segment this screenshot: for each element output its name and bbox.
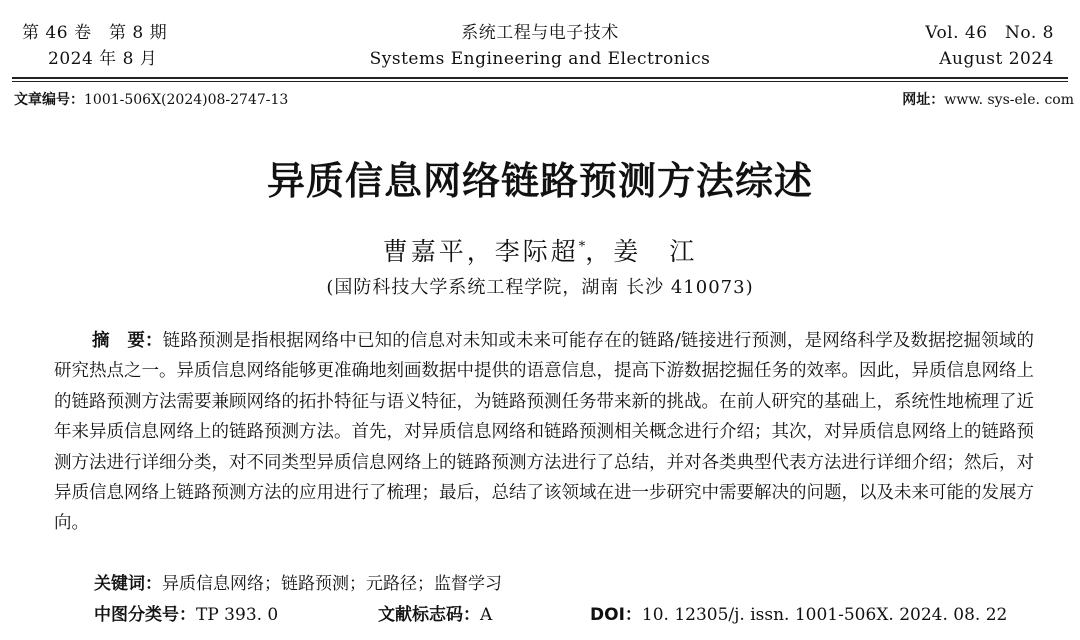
abstract-label: 摘 要：	[92, 331, 163, 351]
affiliation: (国防科技大学系统工程学院，湖南 长沙 410073)	[326, 277, 754, 298]
journal-name-block	[0, 20, 1080, 72]
journal-volume-block	[925, 20, 1054, 72]
doi	[590, 603, 1007, 627]
clc-code	[94, 603, 278, 627]
article-number-value: 1001-506X(2024)08-2747-13	[84, 92, 289, 108]
journal-name-cn: 系统工程与电子技术	[461, 23, 619, 43]
header-rule-thin	[12, 81, 1068, 82]
document-code-label: 文献标志码：	[378, 605, 480, 625]
paper-title: 异质信息网络链路预测方法综述	[266, 159, 813, 203]
classification-line	[0, 603, 1080, 629]
article-number	[14, 90, 288, 110]
abstract-text: 链路预测是指根据网络中已知的信息对未知或未来可能存在的链路/链接进行预测，是网络科学及数据挖掘领域的研究热点之一。异质信息网络能够更准确地刻画数据中提供的语意信息，提高下游数据挖掘任务的效率。因此，异质信息网络上的链路预测方法需要兼顾网络的拓扑特征与语义特征，为链路预测任务带来新的挑战。在前人研究的基础上，系统性地梳理了近年来异质信息网络上的链路预测方法。首先，对异质信息网络和链路预测相关概念进行介绍；其次，对异质信息网络上的链路预测方法进行详细分类，对不同类型异质信息网络上的链路预测方法进行了总结，并对各类典型代表方法进行详细介绍；然后，对异质信息网络上链路预测方法的应用进行了梳理；最后，总结了该领域在进一步研究中需要解决的问题，以及未来可能的发展方向。	[54, 331, 1034, 534]
article-number-label: 文章编号：	[14, 92, 84, 108]
doi-label: DOI：	[590, 605, 642, 625]
website-link[interactable]: www. sys-ele. com	[944, 92, 1074, 108]
doi-value[interactable]: 10. 12305/j. issn. 1001-506X. 2024. 08. 22	[641, 605, 1008, 625]
keywords-value: 异质信息网络；链路预测；元路径；监督学习	[162, 574, 502, 594]
document-code-value: A	[480, 605, 493, 625]
author-list	[0, 232, 1080, 268]
date-en: August 2024	[939, 49, 1054, 69]
corresponding-author-mark: *	[578, 239, 586, 255]
keywords-label: 关键词：	[94, 574, 162, 594]
journal-name-en: Systems Engineering and Electronics	[369, 49, 711, 69]
volume-en: Vol. 46 No. 8	[925, 23, 1054, 43]
authors-rest: ，姜 江	[585, 237, 698, 266]
website	[902, 90, 1074, 110]
abstract	[54, 326, 1034, 539]
keywords	[94, 572, 502, 596]
authors-text: 曹嘉平，李际超	[382, 237, 579, 266]
clc-value: TP 393. 0	[196, 605, 279, 625]
header-rule-thick	[12, 77, 1068, 79]
issue-cn: 第 46 卷 第 8 期	[22, 23, 168, 43]
website-label: 网址：	[902, 92, 945, 108]
clc-label: 中图分类号：	[94, 605, 196, 625]
document-code	[378, 603, 492, 627]
date-cn: 2024 年 8 月	[48, 49, 158, 69]
